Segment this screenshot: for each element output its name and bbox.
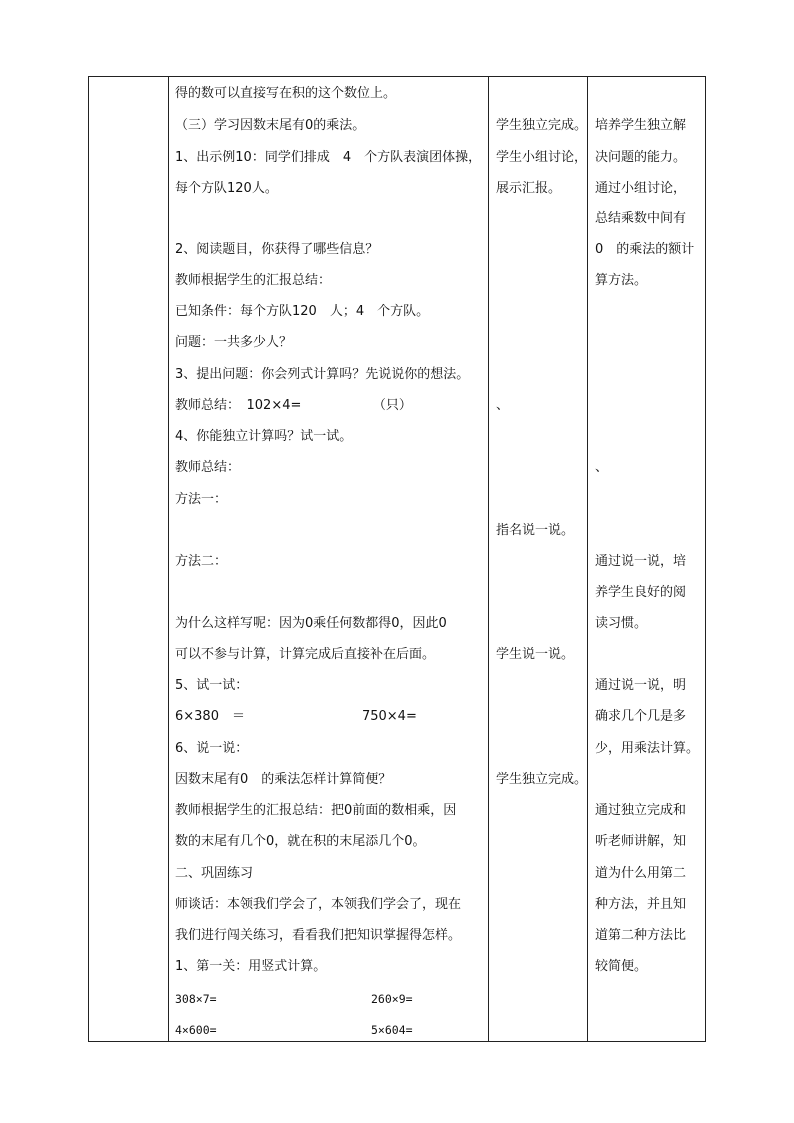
process-text-line: 2、阅读题目，你获得了哪些信息？ (175, 242, 379, 257)
process-text-line: 教师总结： 102×4= （只） (175, 398, 412, 413)
process-text-line: 1、第一关：用竖式计算。 (175, 959, 327, 974)
exercise-right: 5×604= (371, 1023, 413, 1037)
process-text-line: 可以不参与计算，计算完成后直接补在后面。 (175, 647, 436, 662)
process-text-line: 二、巩固练习 (175, 866, 254, 881)
student-activity-line: 学生说一说。 (496, 647, 575, 662)
design-intent-line: 道第二种方法比 (595, 928, 687, 943)
student-activity-line: 指名说一说。 (496, 523, 575, 538)
process-text-line: 每个方队120人。 (175, 181, 278, 196)
design-intent-line: 通过独立完成和 (595, 803, 687, 818)
column-divider (488, 77, 489, 1041)
process-text-line: （三）学习因数末尾有0的乘法。 (175, 118, 366, 133)
process-text-line: 为什么这样写呢：因为0乘任何数都得0，因此0 (175, 616, 447, 631)
process-text-line: 教师根据学生的汇报总结：把0前面的数相乘，因 (175, 803, 457, 818)
student-activity-line: 、 (496, 398, 510, 413)
exercise-left: 4×600= (175, 1023, 217, 1037)
design-intent-line: 通过小组讨论， (595, 181, 687, 196)
design-intent-line: 通过说一说，明 (595, 678, 687, 693)
design-intent-line: 0 的乘法的额计 (595, 242, 695, 257)
design-intent-line: 养学生良好的阅 (595, 585, 687, 600)
design-intent-line: 确求几个几是多 (595, 709, 687, 724)
process-text-line: 师谈话：本领我们学会了，本领我们学会了，现在 (175, 897, 462, 912)
process-text-line: 数的末尾有几个0，就在积的末尾添几个0。 (175, 834, 426, 849)
process-text-line: 教师总结： (175, 460, 241, 475)
design-intent-line: 少，用乘法计算。 (595, 741, 700, 756)
process-text-line: 我们进行闯关练习，看看我们把知识掌握得怎样。 (175, 928, 462, 943)
process-text-line: 4、你能独立计算吗？试一试。 (175, 429, 353, 444)
design-intent-line: 算方法。 (595, 273, 648, 288)
process-text-line: 方法二： (175, 554, 228, 569)
process-text-line: 6×380 ＝ 750×4= (175, 709, 417, 724)
process-text-line: 5、试一试： (175, 678, 249, 693)
student-activity-line: 展示汇报。 (496, 181, 562, 196)
design-intent-cell (595, 77, 705, 1041)
process-text-line: 因数末尾有0 的乘法怎样计算简便？ (175, 772, 392, 787)
process-text-line: 1、出示例10：同学们排成 4 个方队表演团体操， (175, 150, 482, 165)
process-text-line: 3、提出问题：你会列式计算吗？先说说你的想法。 (175, 367, 470, 382)
process-text-line: 已知条件：每个方队120 人；4 个方队。 (175, 304, 430, 319)
process-text-line: 得的数可以直接写在积的这个数位上。 (175, 86, 397, 101)
process-text-line: 6、说一说： (175, 741, 249, 756)
exercise-right: 260×9= (371, 992, 413, 1006)
design-intent-line: 培养学生独立解 (595, 118, 687, 133)
process-text-line: 问题：一共多少人？ (175, 335, 293, 350)
student-activity-cell (496, 77, 588, 1041)
student-activity-line: 学生独立完成。 (496, 118, 588, 133)
design-intent-line: 听老师讲解，知 (595, 834, 687, 849)
design-intent-line: 决问题的能力。 (595, 150, 687, 165)
design-intent-line: 通过说一说，培 (595, 554, 687, 569)
design-intent-line: 读习惯。 (595, 616, 648, 631)
design-intent-line: 总结乘数中间有 (595, 211, 687, 226)
column-divider (168, 77, 169, 1041)
process-text-line: 方法一： (175, 492, 228, 507)
blank-column-cell (89, 77, 168, 1041)
design-intent-line: 道为什么用第二 (595, 866, 687, 881)
process-text-line: 教师根据学生的汇报总结： (175, 273, 332, 288)
teaching-process-cell (175, 77, 485, 1041)
student-activity-line: 学生小组讨论， (496, 150, 588, 165)
design-intent-line: 种方法，并且知 (595, 897, 687, 912)
design-intent-line: 、 (595, 460, 609, 475)
lesson-plan-table (88, 76, 706, 1042)
student-activity-line: 学生独立完成。 (496, 772, 588, 787)
design-intent-line: 较简便。 (595, 959, 648, 974)
exercise-left: 308×7= (175, 992, 217, 1006)
